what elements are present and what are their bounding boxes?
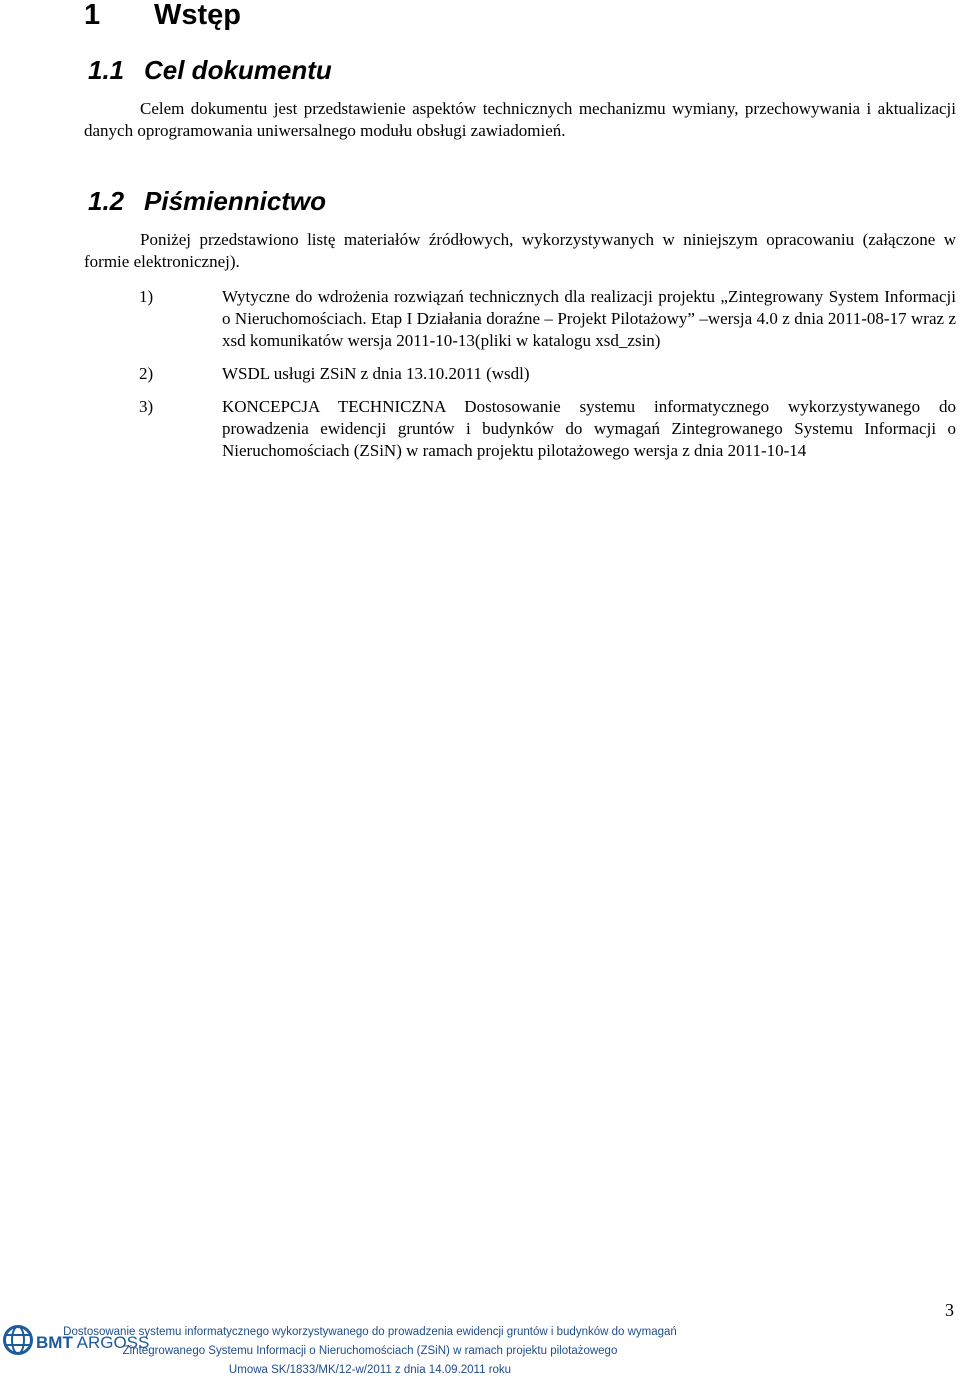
section-number: 1.1 — [88, 55, 125, 85]
list-marker: 3) — [139, 397, 154, 416]
section-number: 1 — [84, 0, 101, 31]
paragraph-pismiennictwo: Poniżej przedstawiono listę materiałów źródłowych, wykorzystywanych w niniejszym opracowaniu (załączone w formie elektronicznej). — [84, 230, 956, 271]
list-marker: 1) — [139, 287, 154, 306]
list-marker: 2) — [139, 364, 154, 383]
list-item-text: KONCEPCJA TECHNICZNA Dostosowanie systemu informatycznego wykorzystywanego do prowadzenia ewidencji gruntów i budynków do wymagań Zintegrowanego Systemu Informacji o Nieruchomościach (ZSiN) w ramach projektu pilotażowego wersja z dnia 2011-10-14 — [222, 397, 956, 460]
list-item-text: Wytyczne do wdrożenia rozwiązań technicznych dla realizacji projektu „Zintegrowany System Informacji o Nieruchomościach. Etap I Działania doraźne – Projekt Pilotażowy” –wersja 4.0 z dnia 2011-08-17 wraz z xsd komunikatów wersja 2011-10-13(pliki w katalogu xsd_zsin) — [222, 287, 956, 350]
paragraph-cel-dokumentu: Celem dokumentu jest przedstawienie aspektów technicznych mechanizmu wymiany, przechowywania i aktualizacji danych oprogramowania uniwersalnego modułu obsługi zawiadomień. — [84, 99, 956, 140]
section-number: 1.2 — [88, 186, 125, 216]
page-footer — [0, 1312, 960, 1377]
section-title: Wstęp — [154, 0, 241, 31]
page-number: 3 — [945, 1300, 954, 1320]
section-heading-1 — [84, 0, 241, 32]
footer-line: Zintegrowanego Systemu Informacji o Nieruchomościach (ZSiN) w ramach projektu pilotażowego — [122, 1345, 618, 1357]
list-item — [139, 396, 956, 462]
footer-line: Dostosowanie systemu informatycznego wykorzystywanego do prowadzenia ewidencji gruntów i budynków do wymagań — [63, 1326, 677, 1338]
logo-argoss: ARGOSS — [72, 1333, 150, 1352]
section-heading-1-1 — [88, 55, 332, 85]
footer-line: Umowa SK/1833/MK/12-w/2011 z dnia 14.09.2011 roku — [228, 1364, 512, 1376]
section-heading-1-2 — [88, 186, 326, 216]
list-item-text: WSDL usługi ZSiN z dnia 13.10.2011 (wsdl) — [222, 364, 530, 383]
list-item — [139, 286, 956, 352]
reference-list — [139, 286, 956, 473]
section-title: Cel dokumentu — [144, 55, 332, 85]
section-title: Piśmiennictwo — [144, 186, 327, 216]
logo-bmt: BMT — [36, 1333, 73, 1352]
list-item — [139, 363, 956, 385]
bmt-globe-icon — [2, 1322, 34, 1358]
